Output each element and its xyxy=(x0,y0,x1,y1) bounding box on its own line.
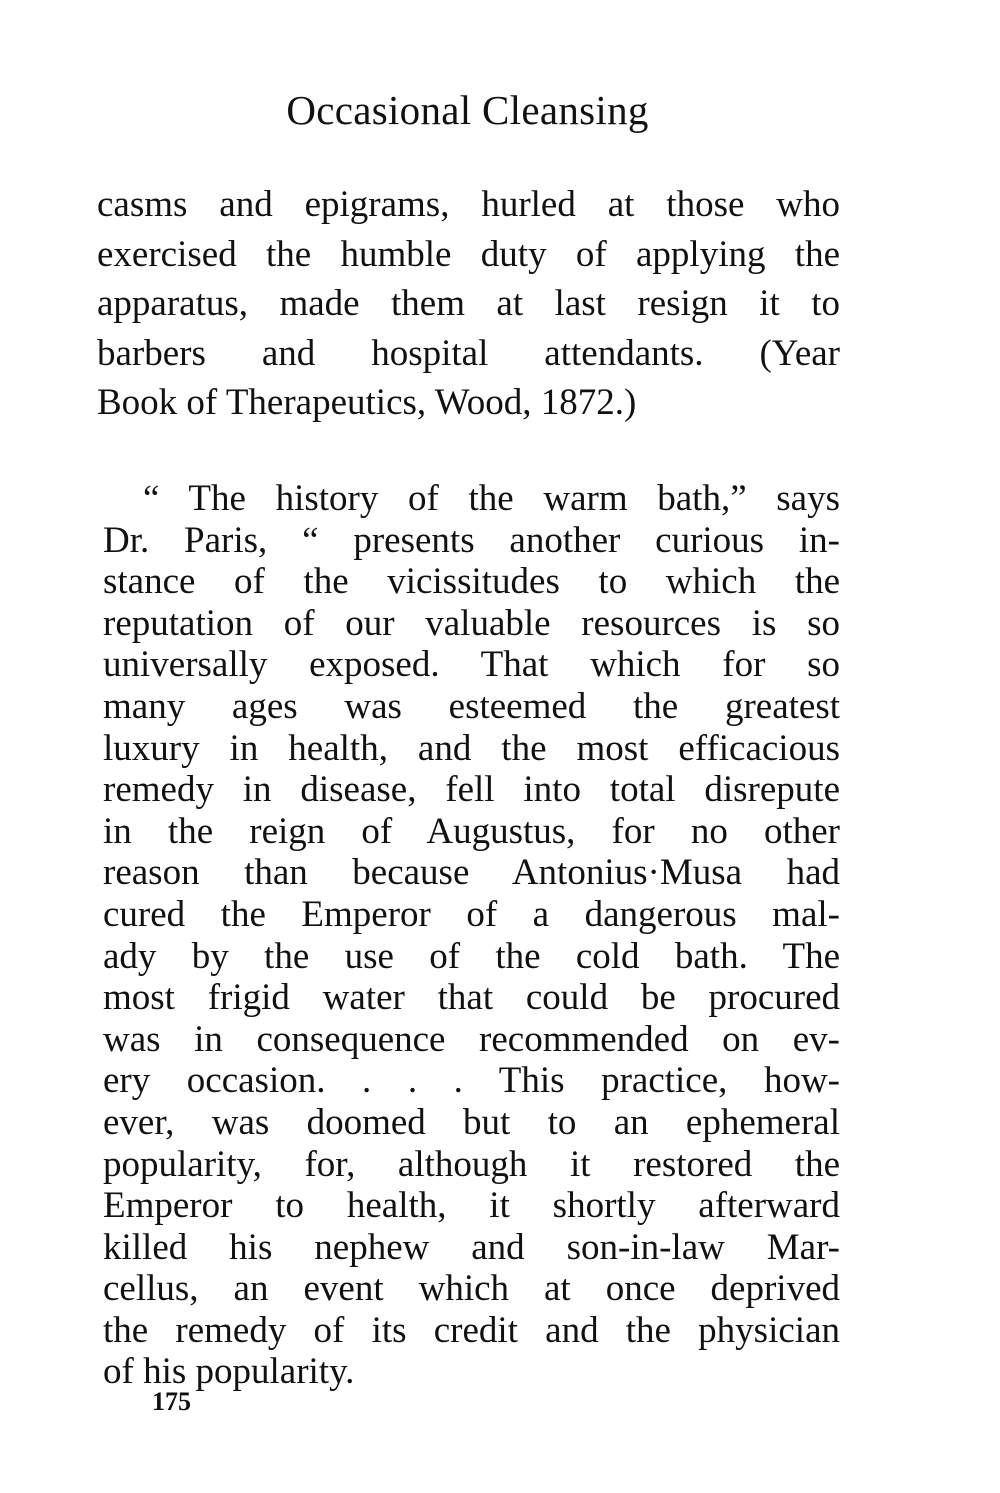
text-line: ery occasion. . . . This practice, how- xyxy=(103,1060,840,1102)
text-line: reputation of our valuable resources is so xyxy=(103,602,840,644)
page-number: 175 xyxy=(152,1387,191,1416)
running-head: Occasional Cleansing xyxy=(286,87,649,133)
text-line: ever, was doomed but to an ephemeral xyxy=(103,1101,840,1143)
text-line: “ The history of the warm bath,” says xyxy=(143,478,840,519)
text-line: in the reign of Augustus, for no other xyxy=(103,810,840,852)
text-line: exercised the humble duty of applying the xyxy=(97,233,840,275)
text-line: universally exposed. That which for so xyxy=(103,644,840,686)
text-line: most frigid water that could be procured xyxy=(103,977,840,1019)
text-line: Book of Therapeutics, Wood, 1872.) xyxy=(97,382,637,424)
text-line: cured the Emperor of a dangerous mal- xyxy=(103,893,840,935)
text-line: the remedy of its credit and the physician xyxy=(103,1309,840,1351)
text-line: stance of the vicissitudes to which the xyxy=(103,561,840,603)
text-line: reason than because Antonius·Musa had xyxy=(103,852,840,894)
text-line: Emperor to health, it shortly afterward xyxy=(103,1185,840,1227)
text-line: luxury in health, and the most efficacious xyxy=(103,727,840,769)
text-line: many ages was esteemed the greatest xyxy=(103,685,840,727)
paragraph-1 xyxy=(97,180,840,428)
text-line: cellus, an event which at once deprived xyxy=(103,1268,840,1310)
paragraph-2 xyxy=(103,478,840,1393)
text-line: Dr. Paris, “ presents another curious in- xyxy=(103,519,840,561)
text-line: ady by the use of the cold bath. The xyxy=(103,935,840,977)
text-line: casms and epigrams, hurled at those who xyxy=(97,184,840,225)
text-line: killed his nephew and son-in-law Mar- xyxy=(103,1226,840,1268)
text-line: of his popularity. xyxy=(103,1351,355,1393)
text-line: popularity, for, although it restored the xyxy=(103,1143,840,1185)
text-line: apparatus, made them at last resign it to xyxy=(97,283,840,325)
text-line: was in consequence recommended on ev- xyxy=(103,1018,840,1060)
text-line: barbers and hospital attendants. (Year xyxy=(97,332,840,374)
text-line: remedy in disease, fell into total disrepute xyxy=(103,769,840,811)
